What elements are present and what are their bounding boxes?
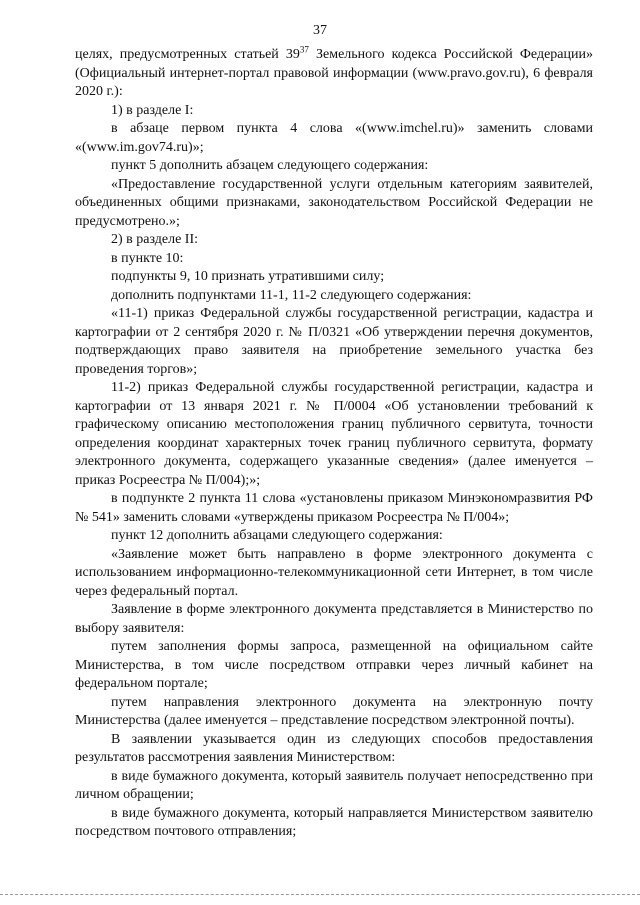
paragraph-option-form: путем заполнения формы запроса, размещенной на официальном сайте Министерства, в том числе посредством отправки через личный кабинет на федеральном портале; [75, 639, 593, 691]
paragraph-item-5: пункт 5 дополнить абзацем следующего содержания: [111, 158, 429, 173]
page-number: 37 [313, 23, 327, 38]
paragraph-subitems-void: подпункты 9, 10 признать утратившими силу; [111, 269, 385, 284]
paragraph-result-methods: В заявлении указывается один из следующих способов предоставления результатов рассмотрения заявления Министерством: [75, 731, 593, 765]
paragraph-subitem-11-1: «11-1) приказ Федеральной службы государственной регистрации, кадастра и картографии от 2 сентября 2020 г. № П/0321 «Об утверждении перечня документов, подтверждающих право заявителя на приобретение земельного участка без проведения торгов»; [75, 306, 593, 377]
paragraph-add-subitems: дополнить подпунктами 11-1, 11-2 следующего содержания: [111, 287, 472, 303]
paragraph-intro-text: целях, предусмотренных статьей 39 [75, 47, 300, 62]
paragraph-quote-1: «Предоставление государственной услуги отдельным категориям заявителей, объединенных общими признаками, законодательством Российской Федерации не предусмотрено.»; [75, 176, 593, 229]
paragraph-intro [75, 46, 593, 102]
paragraph-option-email: путем направления электронного документа на электронную почту Министерства (далее именуется – представление посредством электронной почты). [75, 694, 593, 728]
paragraph-paper-personal: в виде бумажного документа, который заявитель получает непосредственно при личном обращении; [75, 768, 593, 802]
paragraph-submission: Заявление в форме электронного документа представляется в Министерство по выбору заявителя: [75, 602, 593, 636]
paragraph-item-4: в абзаце первом пункта 4 слова «(www.imchel.ru)» заменить словами «(www.im.gov74.ru)»; [75, 121, 593, 155]
paragraph-section-2: 2) в разделе II: [111, 232, 199, 247]
paragraph-item-10: в пункте 10: [111, 250, 184, 266]
paragraph-item-11: в подпункте 2 пункта 11 слова «установлены приказом Минэкономразвития РФ № 541» заменить словами «утверждены приказом Росреестра № П/004»; [75, 491, 593, 525]
paragraph-item-12: пункт 12 дополнить абзацами следующего содержания: [111, 528, 443, 543]
document-body [75, 46, 593, 842]
paragraph-section-1: 1) в разделе I: [111, 102, 194, 118]
page-bottom-rule [0, 894, 640, 895]
paragraph-intro-text-cont: Земельного кодекса Российской Федерации» (Официальный интернет-портал правовой информации (www.pravo.gov.ru), 6 февраля 2020 г.): [75, 47, 593, 99]
article-superscript: 37 [299, 44, 309, 55]
paragraph-paper-mail: в виде бумажного документа, который направляется Министерством заявителю посредством почтового отправления; [75, 805, 593, 839]
paragraph-electronic: «Заявление может быть направлено в форме электронного документа с использованием информационно-телекоммуникационной сети Интернет, в том числе через федеральный портал. [75, 546, 593, 599]
paragraph-subitem-11-2: 11-2) приказ Федеральной службы государственной регистрации, кадастра и картографии от 13 января 2021 г. № П/0004 «Об установлении требований к графическому описанию местоположения границ публичного сервитута, точности определения координат характерных точек границ публичного сервитута, формату электронного документа, содержащего указанные сведения» (далее именуется – приказ Росреестра № П/004);»; [75, 380, 593, 488]
